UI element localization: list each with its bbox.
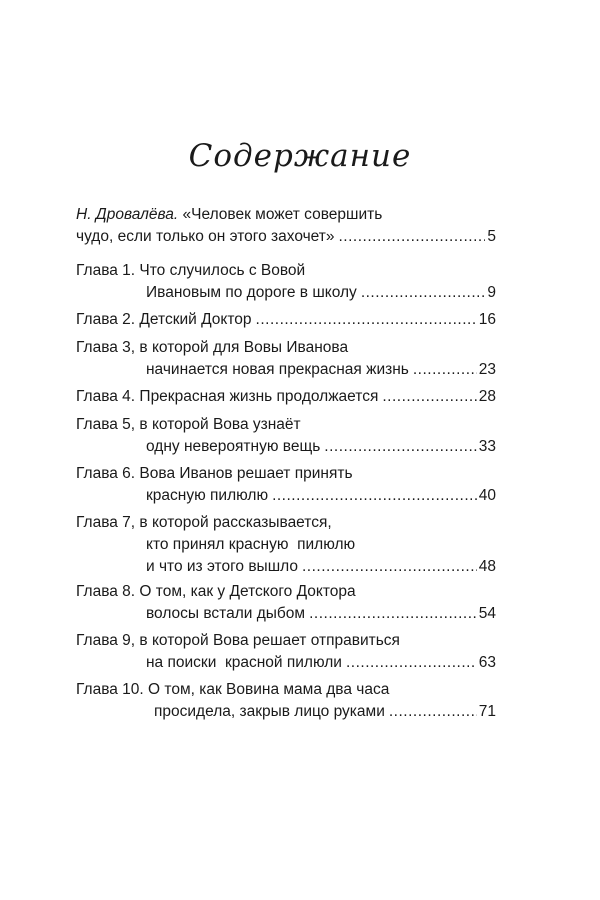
page-number: 48 [478,558,496,575]
page-number: 5 [487,228,496,245]
chapter-title-line1: Прекрасная жизнь продолжается [139,388,379,405]
page-number: 28 [478,388,496,405]
dot-leader [382,386,476,408]
page-title: Содержание [188,138,412,174]
chapter-title-line2: красную пилюлю [146,487,269,504]
dot-leader [256,309,477,331]
chapter-label: Глава 4. [76,388,136,405]
chapter-title-line2: Ивановым по дороге в школу [146,284,357,301]
chapter-title-line2: кто принял красную пилюлю [146,536,356,553]
chapter-title-line1: в которой для Вовы Иванова [139,339,349,356]
chapter-label: Глава 3, [76,339,136,356]
page-number: 33 [478,438,496,455]
intro-title-line1: «Человек может совершить [182,206,383,223]
chapter-title-line1: Вова Иванов решает принять [139,465,353,482]
dot-leader [346,652,477,674]
dot-leader [324,436,476,458]
page-number: 40 [478,487,496,504]
chapter-title-line1: в которой рассказывается, [139,514,332,531]
chapter-title-line2: одну невероятную вещь [146,438,321,455]
dot-leader [413,359,477,381]
chapter-title-line3: и что из этого вышло [146,558,298,575]
page-number: 9 [487,284,496,301]
chapter-title-line1: Что случилось с Вовой [139,262,306,279]
page-number: 71 [478,703,496,720]
chapter-title-line2: начинается новая прекрасная жизнь [146,361,409,378]
chapter-title-line1: Детский Доктор [139,311,252,328]
page-number: 23 [478,361,496,378]
chapter-label: Глава 6. [76,465,136,482]
chapter-label: Глава 2. [76,311,136,328]
chapter-title-line1: О том, как у Детского Доктора [139,583,356,600]
dot-leader [302,556,477,578]
chapter-label: Глава 1. [76,262,136,279]
dot-leader [272,485,477,507]
chapter-label: Глава 8. [76,583,136,600]
intro-author: Н. Дровалёва. [76,206,179,223]
dot-leader [339,226,486,248]
intro-title-line2: чудо, если только он этого захочет» [76,228,335,245]
chapter-title-line2: на поиски красной пилюли [146,654,342,671]
chapter-title-line2: волосы встали дыбом [146,605,306,622]
page-number: 54 [478,605,496,622]
page-number: 63 [478,654,496,671]
chapter-label: Глава 5, [76,416,136,433]
chapter-title-line1: О том, как Вовина мама два часа [148,681,390,698]
dot-leader [389,701,477,723]
chapter-label: Глава 9, [76,632,136,649]
page-number: 16 [478,311,496,328]
chapter-title-line1: в которой Вова решает отправиться [139,632,400,649]
chapter-label: Глава 10. [76,681,144,698]
chapter-title-line1: в которой Вова узнаёт [139,416,301,433]
chapter-label: Глава 7, [76,514,136,531]
chapter-title-line2: просидела, закрыв лицо руками [154,703,385,720]
dot-leader [309,603,477,625]
dot-leader [361,282,486,304]
